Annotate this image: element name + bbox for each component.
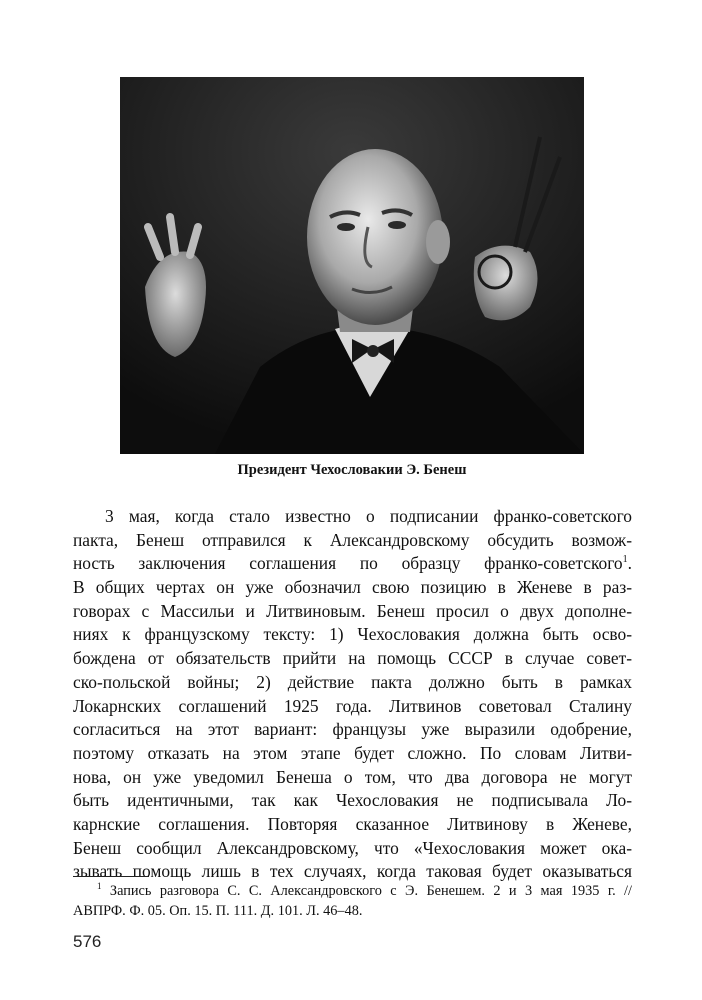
text-line-punctuation: . [627,553,632,574]
footnote-reference[interactable]: 1 [622,554,628,566]
text-line: В общих чертах он уже обозначил свою позицию в Женеве в раз- [73,577,632,598]
text-line: говорах с Массильи и Литвиновым. Бенеш просил о двух дополне- [73,600,632,621]
text-line: Бенеш сообщил Александровскому, что «Чехословакия может ока- [73,837,632,858]
text-line: бождена от обязательств прийти на помощь СССР в случае совет- [73,648,632,669]
footnote-marker: 1 [97,881,102,891]
text-line: ско-польской войны; 2) действие пакта должно быть в рамках [73,671,632,692]
footnote-line: АВПРФ. Ф. 05. Оп. 15. П. 111. Д. 101. Л. 46–48. [73,903,363,919]
text-line-content: ность заключения соглашения по образцу франко-советского [73,553,623,574]
portrait-photo [120,77,584,454]
text-line: 3 мая, когда стало известно о подписании франко-советского [105,506,632,526]
text-line: согласиться на этот вариант: французы уже выразили одобрение, [73,719,632,740]
page-number: 576 [73,932,102,951]
footnote-text: Запись разговора С. С. Александровского с Э. Бенешем. 2 и 3 мая 1935 г. // [109,883,633,899]
text-line: ниях к французскому тексту: 1) Чехословакия должна быть осво- [73,624,632,645]
text-line [73,552,632,576]
footnote-line [73,881,632,901]
figure-caption: Президент Чехословакии Э. Бенеш [237,462,467,478]
text-line: поэтому отказать на этом этапе будет сложно. По словам Литви- [73,742,632,763]
text-line: зывать помощь лишь в тех случаях, когда таковая будет оказываться [73,861,632,882]
text-line: Локарнских соглашений 1925 года. Литвинов советовал Сталину [73,695,632,716]
footnote-divider [73,876,149,877]
portrait-image [120,77,584,454]
text-line: быть идентичными, так как Чехословакия не подписывала Ло- [73,790,632,811]
footnote [73,881,632,921]
body-paragraph [73,505,632,884]
text-line: пакта, Бенеш отправился к Александровскому обсудить возмож- [73,529,632,550]
text-line: карнские соглашения. Повторяя сказанное Литвинову в Женеве, [73,813,632,834]
text-line: нова, он уже уведомил Бенеша о том, что два договора не могут [73,766,632,787]
